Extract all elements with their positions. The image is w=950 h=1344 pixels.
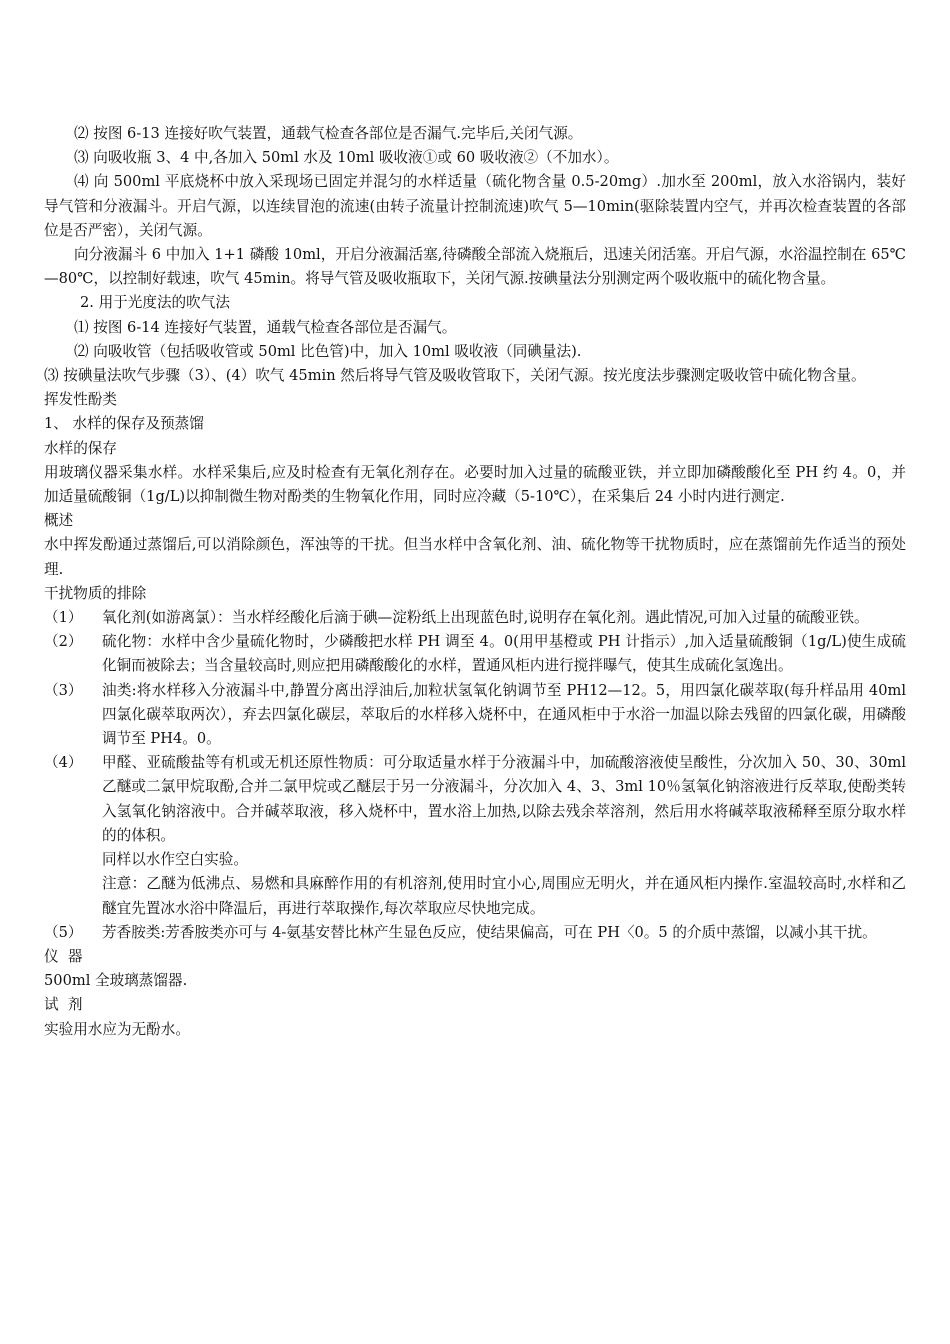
paragraph: ⑴ 按图 6-14 连接好气装置，通载气检查各部位是否漏气。 [74,318,457,336]
document-body [44,122,906,1042]
section-heading: 干扰物质的排除 [44,584,147,602]
list-text: 油类:将水样移入分液漏斗中,静置分离出浮油后,加粒状氢氧化钠调节至 PH12—12。5，用四氯化碳萃取(每升样品用 40ml 四氯化碳萃取两次），弃去四氯化碳层，萃取后的水样移入烧杯中，在通风柜中于水浴一加温以除去残留的四氯化碳，用磷酸调节至 PH4。0。 [102,681,906,748]
list-text: 硫化物：水样中含少量硫化物时，少磷酸把水样 PH 调至 4。0(用甲基橙或 PH 计指示）,加入适量硫酸铜（1g/L)使生成硫化铜而被除去；当含量较高时,则应把用磷酸酸化的水样，置通风柜内进行搅拌曝气，使其生成硫化氢逸出。 [102,633,906,675]
paragraph: 用玻璃仪器采集水样。水样采集后,应及时检查有无氧化剂存在。必要时加入过量的硫酸亚铁，并立即加磷酸酸化至 PH 约 4。0，并加适量硫酸铜（1g/L)以抑制微生物对酚类的生物氧化作用，同时应冷藏（5-10℃），在采集后 24 小时内进行测定. [44,463,906,506]
paragraph: 水中挥发酚通过蒸馏后,可以消除颜色，浑浊等的干扰。但当水样中含氧化剂、油、硫化物等干扰物质时，应在蒸馏前先作适当的预处理. [44,536,906,578]
list-number: （5） [44,923,83,941]
list-item [44,606,906,630]
list-number: （2） [44,633,83,651]
section-heading: 1、 水样的保存及预蒸馏 [44,415,204,433]
list-text: 芳香胺类:芳香胺类亦可与 4-氨基安替比林产生显色反应，使结果偏高，可在 PH〈0。5 的介质中蒸馏，以减小其干扰。 [102,923,877,941]
list-item [44,751,906,920]
section-heading: 水样的保存 [44,439,117,457]
list-number: （4） [44,754,83,772]
list-number: （3） [44,681,83,699]
section-heading: 2. 用于光度法的吹气法 [80,294,230,312]
paragraph: ⑷ 向 500ml 平底烧杯中放入采现场已固定并混匀的水样适量（硫化物含量 0.5-20mg）.加水至 200ml，放入水浴锅内，装好导气管和分液漏斗。开启气源，以连续冒泡的流速(由转子流量计控制流速)吹气 5—10min(驱除装置内空气，并再次检查装置的各部位是否严密），关闭气源。 [44,173,906,239]
list-item [44,679,906,752]
list-number: （1） [44,609,83,627]
section-heading: 仪 器 [44,947,83,965]
paragraph: 500ml 全玻璃蒸馏器. [44,972,188,990]
section-heading: 挥发性酚类 [44,391,117,409]
list-item [44,630,906,678]
section-heading: 概述 [44,512,74,530]
paragraph: 实验用水应为无酚水。 [44,1020,190,1038]
list-note: 同样以水作空白实验。 [102,851,248,869]
paragraph: ⑶ 按碘量法吹气步骤（3）、(4）吹气 45min 然后将导气管及吸收管取下，关闭气源。按光度法步骤测定吸收管中硫化物含量。 [44,367,866,385]
paragraph: ⑶ 向吸收瓶 3、4 中,各加入 50ml 水及 10ml 吸收液①或 60 吸收液②（不加水）。 [74,149,619,167]
paragraph: 向分液漏斗 6 中加入 1+1 磷酸 10ml，开启分液漏活塞,待磷酸全部流入烧瓶后，迅速关闭活塞。开启气源，水浴温控制在 65℃—80℃，以控制好载速，吹气 45min。将导气管及吸收瓶取下，关闭气源.按碘量法分别测定两个吸收瓶中的硫化物含量。 [44,246,906,288]
list-item [44,921,906,945]
list-note: 注意：乙醚为低沸点、易燃和具麻醉作用的有机溶剂,使用时宜小心,周围应无明火，并在通风柜内操作.室温较高时,水样和乙醚宜先置冰水浴中降温后，再进行萃取操作,每次萃取应尽快地完成。 [102,875,906,917]
list-text: 氧化剂(如游离氯）：当水样经酸化后滴于碘—淀粉纸上出现蓝色时,说明存在氧化剂。遇此情况,可加入过量的硫酸亚铁。 [102,609,869,627]
paragraph: ⑵ 向吸收管（包括吸收管或 50ml 比色管)中，加入 10ml 吸收液（同碘量法). [74,342,582,360]
paragraph: ⑵ 按图 6-13 连接好吹气装置，通载气检查各部位是否漏气.完毕后,关闭气源。 [74,125,583,142]
list-text: 甲醛、亚硫酸盐等有机或无机还原性物质：可分取适量水样于分液漏斗中，加硫酸溶液使呈酸性，分次加入 50、30、30ml 乙醚或二氯甲烷取酚,合并二氯甲烷或乙醚层于另一分液漏斗，分次加入 4、3、3ml 10％氢氧化钠溶液进行反萃取,使酚类转入氢氧化钠溶液中。合并碱萃取液，移入烧杯中，置水浴上加热,以除去残余萃溶剂，然后用水将碱萃取液稀释至原分取水样的的体积。 [102,754,906,844]
section-heading: 试 剂 [44,996,83,1014]
